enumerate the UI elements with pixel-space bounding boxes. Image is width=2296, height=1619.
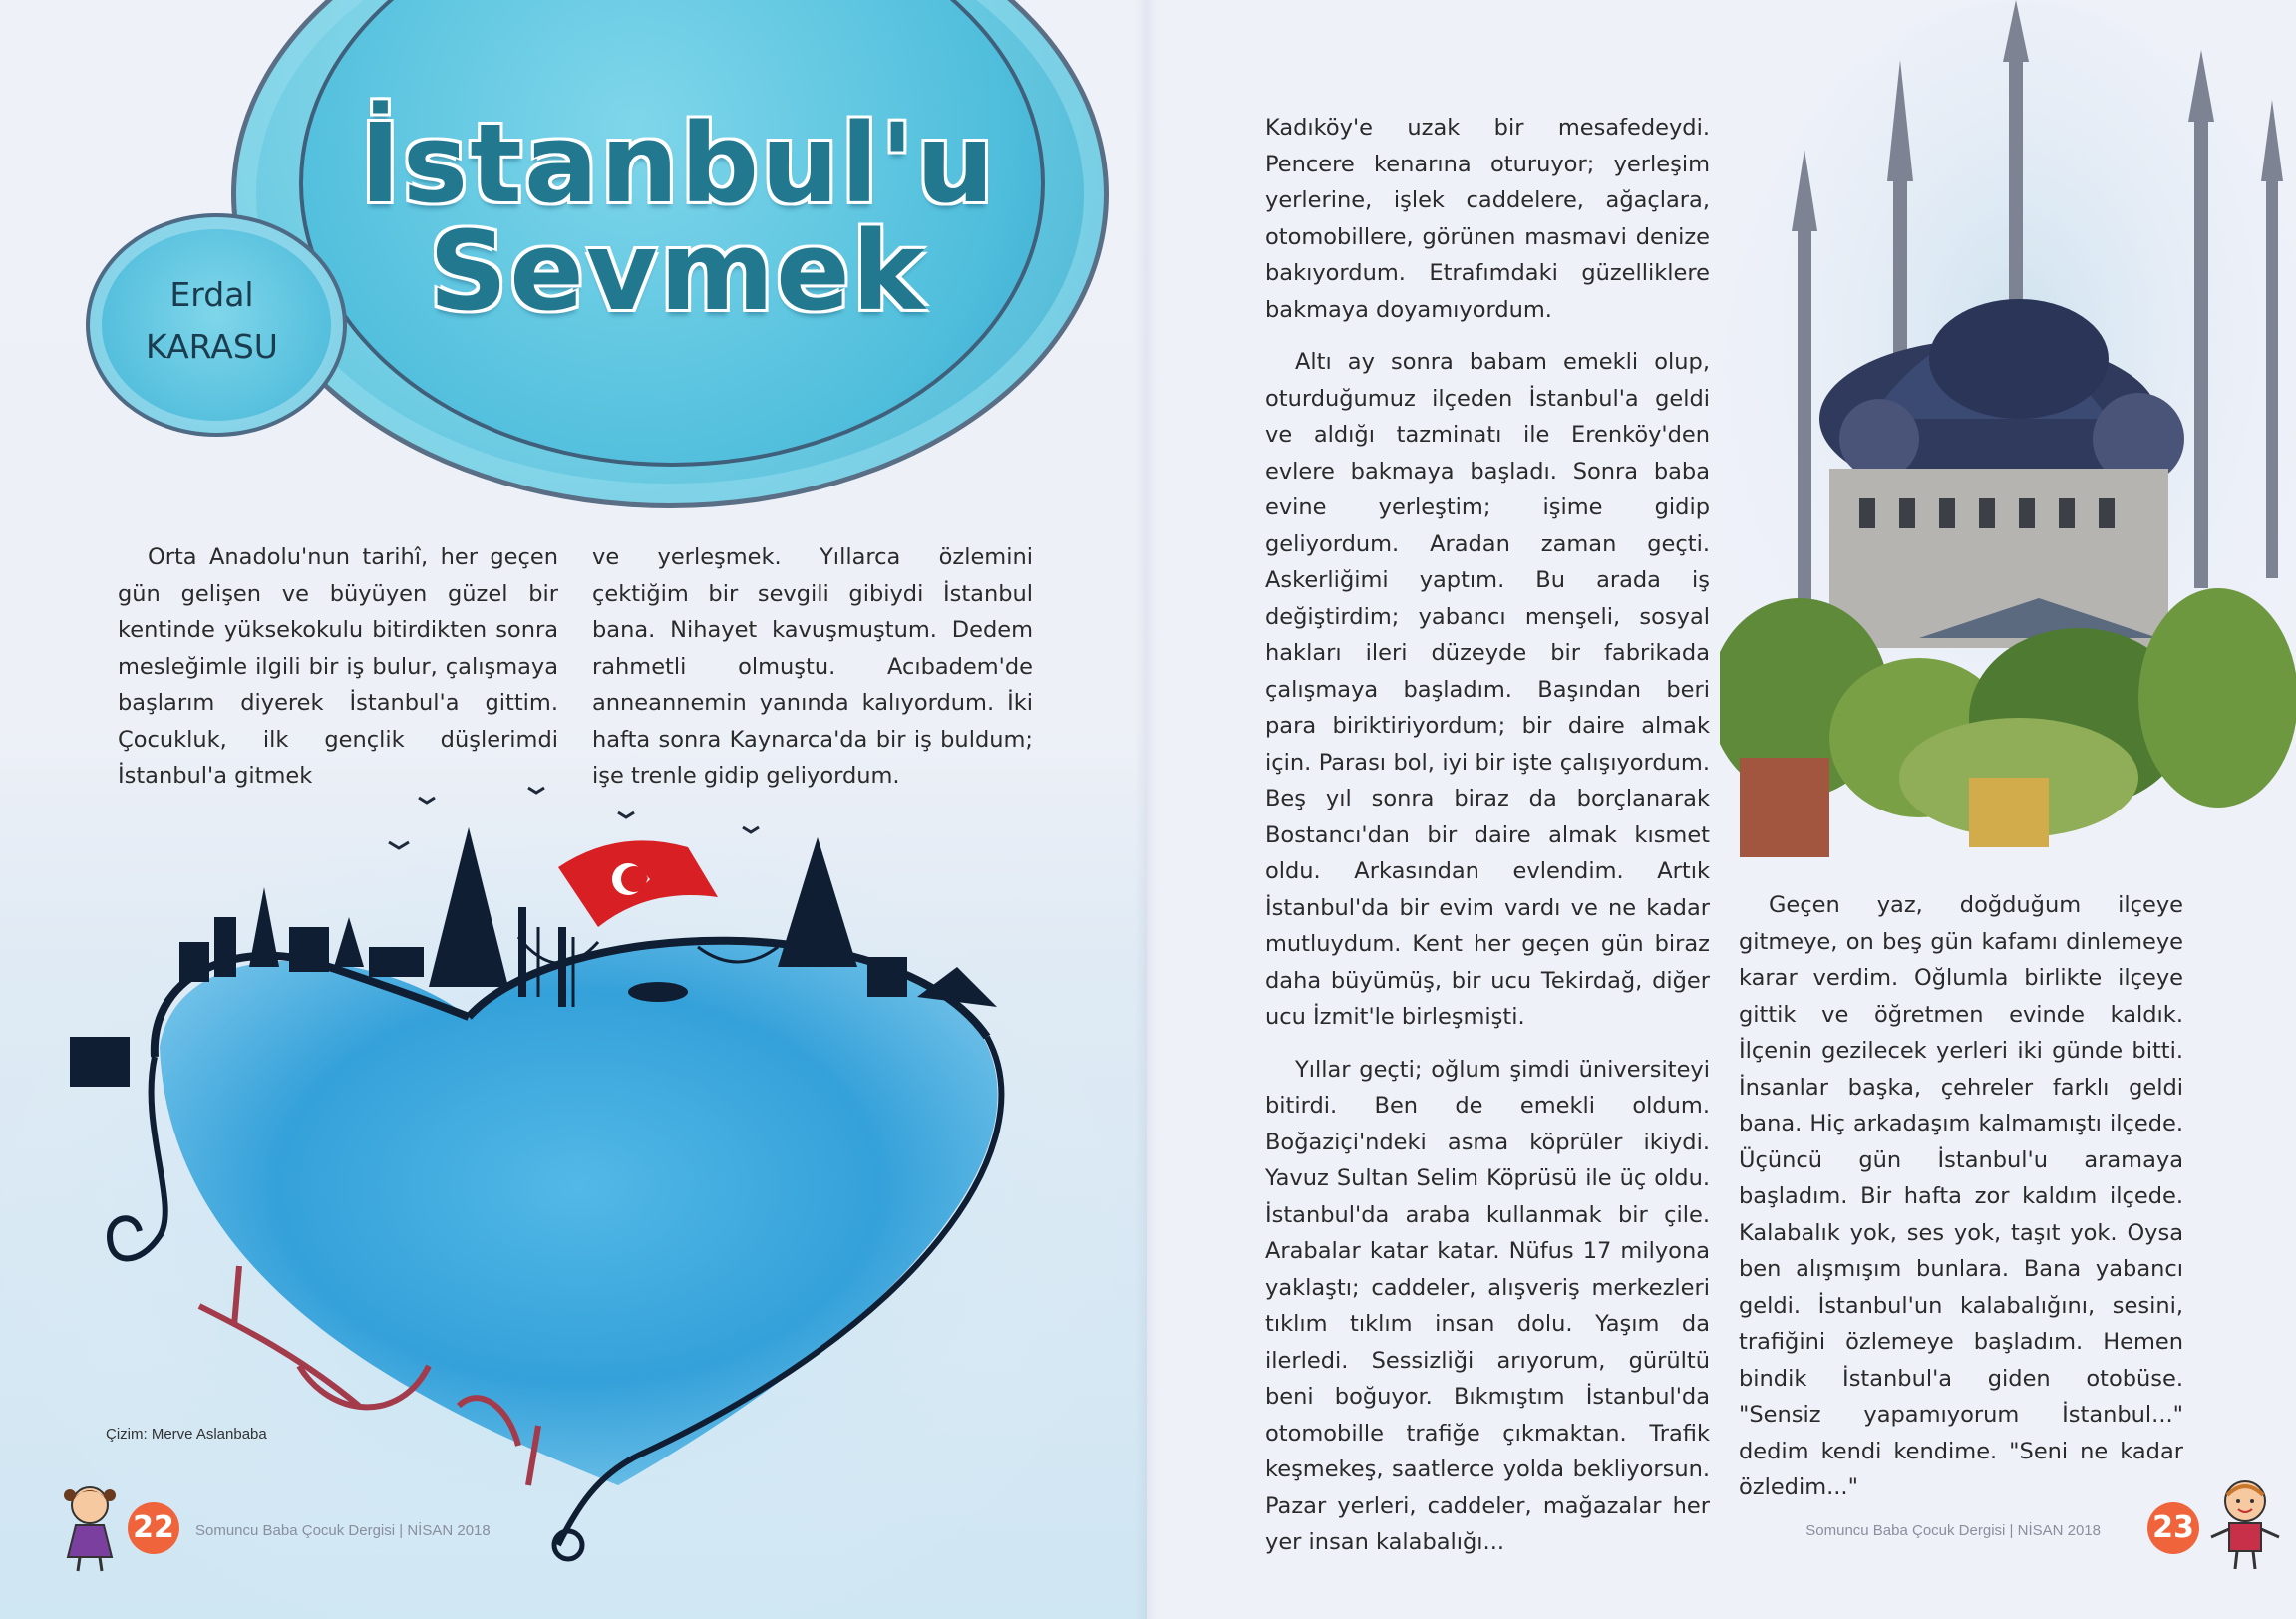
left-page (0, 0, 1147, 1619)
paragraph: ve yerleşmek. Yıllarca özlemini çektiğim bir sevgili gibiydi İstanbul bana. Nihayet kavuşmuştum. Dedem rahmetli olmuştu. Acıbadem'de anneannemin yanında kalıyordum. İki hafta sonra Kaynarca'da bir iş buldum; işe trenle gidip geliyordum. (592, 544, 1033, 789)
text-column-4 (1739, 887, 2183, 1522)
page-gutter (1135, 0, 1158, 1619)
paragraph: Altı ay sonra babam emekli olup, oturduğumuz ilçeden İstanbul'a geldi ve aldığı tazminatı ile Erenköy'den evlere bakmaya başladı. Sonra baba evine yerleştim; işime gidip geliyordum. Aradan zaman geçti. Askerliğimi yaptım. Bu arada iş değiştirdim; yabancı menşeli, sosyal hakları ileri düzeyde bir fabrikada çalışmaya başladım. Başından beri para biriktiriyordum; bir daire almak için. Parası bol, iyi bir işte çalışıyordum. Beş yıl sonra biraz da borçlanarak Bostancı'dan bir daire almak kısmet oldu. Arkasından evlendim. Artık İstanbul'da bir evim vardı ve ne kadar mutluydum. Kent her geçen gün biraz daha büyümüş, bir ucu Tekirdağ, diğer ucu İzmit'le birleşmişti. (1265, 349, 1710, 1030)
article-title (359, 100, 997, 335)
footer-issue: NİSAN 2018 (407, 1522, 491, 1539)
paragraph: Orta Anadolu'nun tarihî, her geçen gün gelişen ve büyüyen güzel bir kentinde yüksekokulu bitirdikten sonra mesleğimle ilgili bir iş bulur, çalışmaya başlarım diyerek İstanbul'a gittim. Çocukluk, ilk gençlik düşlerimdi İstanbul'a gitmek (118, 544, 558, 789)
page-number-right: 23 (2147, 1502, 2199, 1554)
paragraph: Kadıköy'e uzak bir mesafedeydi. Pencere kenarına oturuyor; yerleşim yerlerine, işlek caddelere, ağaçlara, otomobillere, görünen masmavi denize bakıyordum. Etrafımdaki güzelliklere bakmaya doyamıyordum. (1265, 115, 1710, 323)
footer-magazine-name: Somuncu Baba Çocuk Dergisi (195, 1522, 396, 1539)
footer-right (1805, 1522, 2101, 1539)
author-last-name: KARASU (146, 327, 278, 366)
footer-left (195, 1522, 491, 1539)
girl-mascot-icon (52, 1477, 128, 1573)
paragraph: Geçen yaz, doğduğum ilçeye gitmeye, on beş gün kafamı dinlemeye karar verdim. Oğlumla birlikte ilçeye gittik ve öğretmen evinde kaldık. İlçenin gezilecek yerleri iki günde bitti. İnsanlar başka, çehreler farklı geldi bana. Hiç arkadaşım kalmamıştı ilçede. Üçüncü gün İstanbul'u aramaya başladım. Bir hafta zor kaldım ilçede. Kalabalık yok, ses yok, taşıt yok. Oysa ben alışmışım bunlara. Bana yabancı geldi. İstanbul'un kalabalığını, sesini, trafiğini özlemeye başladım. Hemen bindik İstanbul'a giden otobüse. "Sensiz yapamıyorum İstanbul..." dedim kendi kendime. "Seni ne kadar özledim..." (1739, 892, 2183, 1500)
footer-separator: | (395, 1522, 408, 1539)
boy-mascot-icon (2205, 1473, 2285, 1573)
page-number-left: 22 (128, 1502, 179, 1554)
istanbul-heart-illustration (0, 768, 1147, 1619)
footer-magazine-name: Somuncu Baba Çocuk Dergisi (1805, 1522, 2006, 1539)
author-name (110, 269, 314, 373)
title-line-2: Sevmek (429, 207, 927, 335)
title-line-1: İstanbul'u (359, 100, 997, 227)
text-column-3 (1265, 110, 1710, 1577)
footer-issue: NİSAN 2018 (2017, 1522, 2101, 1539)
footer-separator: | (2005, 1522, 2018, 1539)
illustration-caption: Çizim: Merve Aslanbaba (106, 1426, 267, 1443)
mosque-illustration (1720, 0, 2296, 877)
author-first-name: Erdal (169, 275, 254, 314)
paragraph: Yıllar geçti; oğlum şimdi üniversiteyi bitirdi. Ben de emekli oldum. Boğaziçi'ndeki asma köprüler ikiydi. Yavuz Sultan Selim Köprüsü ile üç oldu. İstanbul'da araba kullanmak bir çile. Arabalar katar katar. Nüfus 17 milyona yaklaştı; caddeler, alışveriş merkezleri tıklım tıklım insan dolu. Yaşım da ilerledi. Sessizliği arıyorum, gürültü beni boğuyor. Bıkmıştım İstanbul'da otomobille trafiğe çıkmaktan. Trafik keşmekeş, saatlerce yolda bekliyorsun. Pazar yerleri, caddeler, mağazalar her yer insan kalabalığı... (1265, 1056, 1710, 1555)
